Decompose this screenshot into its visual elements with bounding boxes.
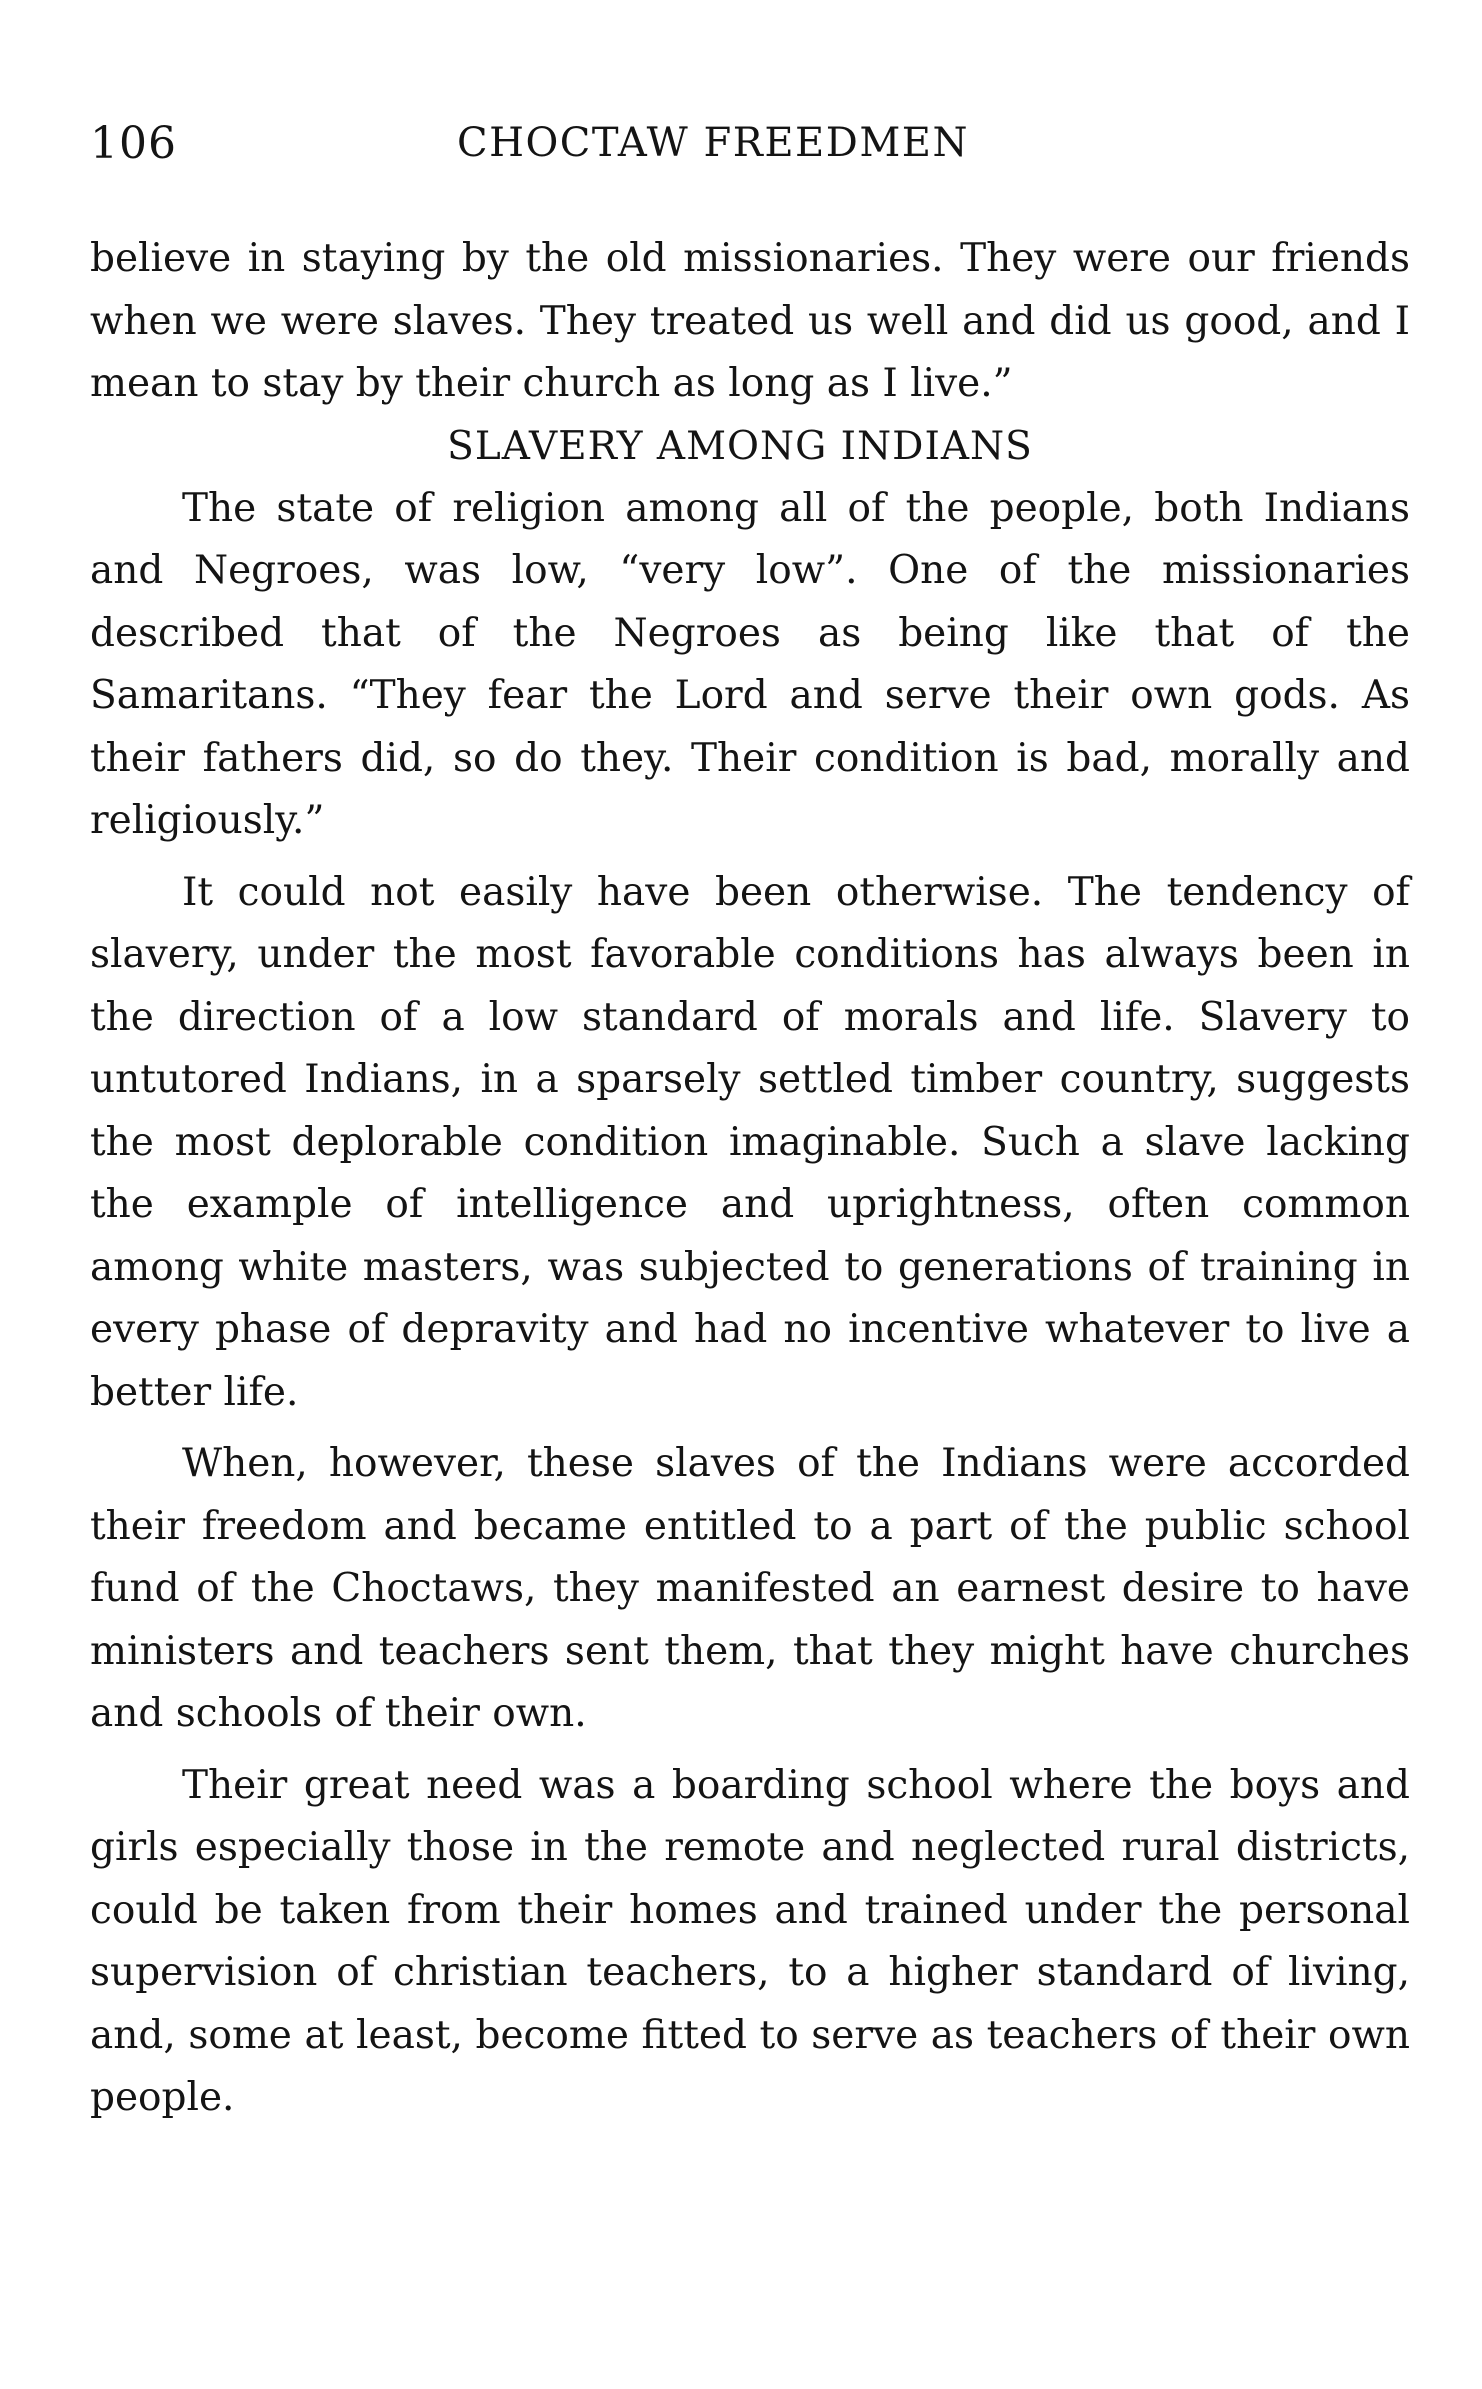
- book-page: [90, 118, 1410, 2130]
- paragraph-continued-quote: believe in staying by the old missionaries. They were our friends when we were slaves. They treated us well and did us good, and I mean to stay by their church as long as I live.”: [90, 236, 1410, 406]
- paragraph-slavery-tendency: It could not easily have been otherwise. The tendency of slavery, under the most favorable conditions has always been in the direction of a low standard of morals and life. Slavery to untutored Indians, in a sparsely settled timber country, suggests the most deplorable condition imaginable. Such a slave lacking the example of intelligence and uprightness, often common among white masters, was subjected to generations of training in every phase of depravity and had no incentive whatever to live a better life.: [90, 869, 1410, 1415]
- running-title: CHOCTAW FREEDMEN: [457, 120, 969, 166]
- body-text: [90, 228, 1410, 2130]
- paragraph-boarding-school: Their great need was a boarding school where the boys and girls especially those in the remote and neglected rural districts, could be taken from their homes and trained under the personal supervision of christian teachers, to a higher standard of living, and, some at least, become fitted to serve as teachers of their own people.: [90, 1762, 1410, 2120]
- paragraph-freedom: When, however, these slaves of the Indians were accorded their freedom and became entitled to a part of the public school fund of the Choctaws, they manifested an earnest desire to have ministers and teachers sent them, that they might have churches and schools of their own.: [90, 1441, 1410, 1736]
- section-heading: SLAVERY AMONG INDIANS: [447, 423, 1033, 469]
- page-number: 106: [90, 118, 177, 169]
- running-header: [90, 118, 1410, 180]
- paragraph-religion: The state of religion among all of the people, both Indians and Negroes, was low, “very low”. One of the missionaries described that of the Negroes as being like that of the Samaritans. “They fear the Lord and serve their own gods. As their fathers did, so do they. Their condition is bad, morally and religiously.”: [90, 485, 1410, 843]
